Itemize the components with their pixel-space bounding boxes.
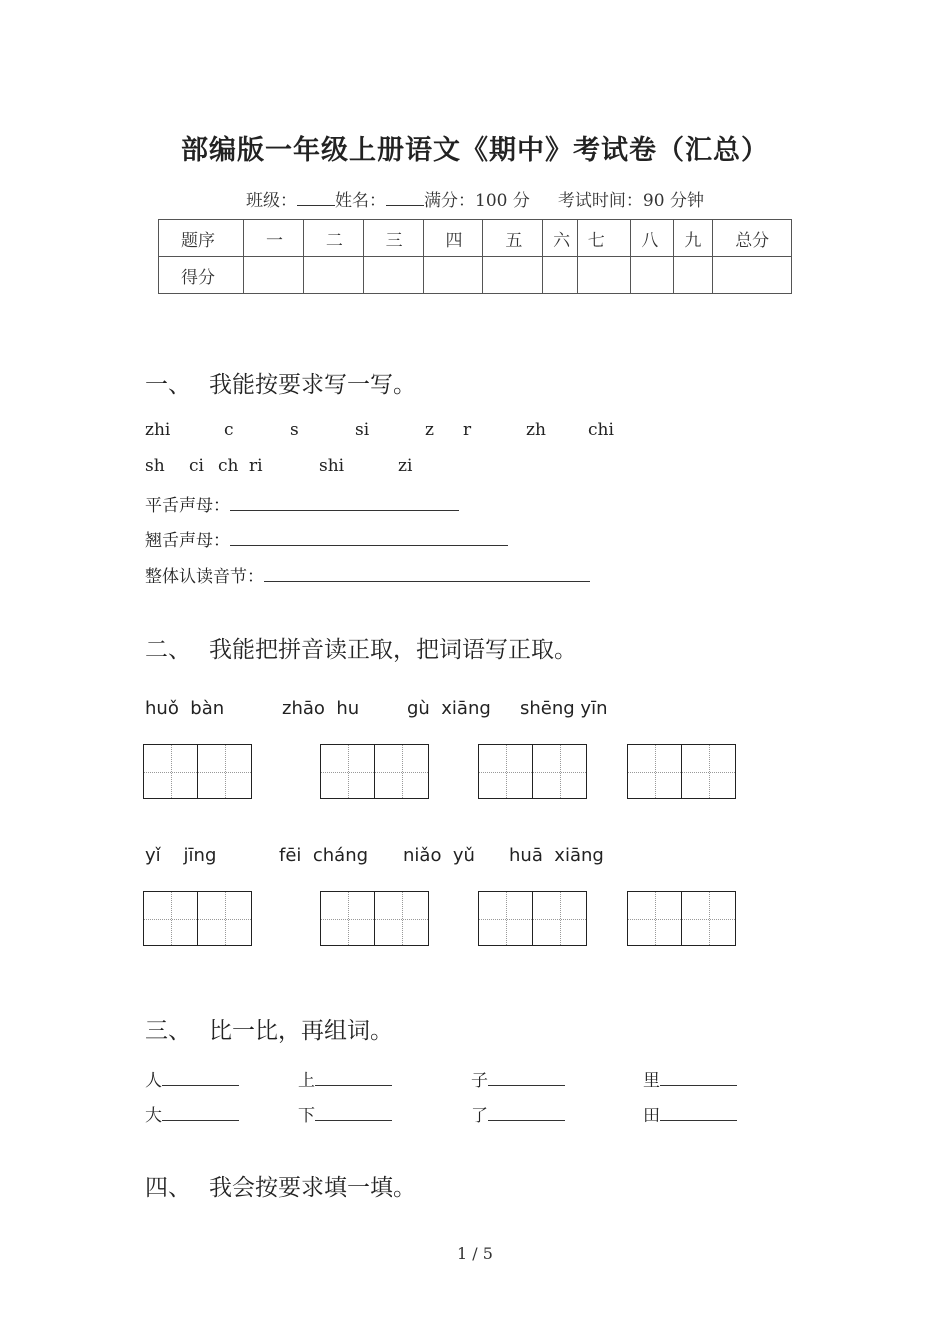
section-title: 我能按要求写一写。 xyxy=(209,372,416,398)
syllable: zh xyxy=(526,420,546,440)
word-blank[interactable] xyxy=(488,1106,565,1121)
syllable: sh xyxy=(145,456,165,476)
question-label: 整体认读音节： xyxy=(145,567,264,587)
pinyin-word: huǒ bàn xyxy=(145,698,225,719)
score-cell[interactable] xyxy=(303,257,363,294)
word-fill: 大 xyxy=(145,1101,239,1126)
header-cell: 九 xyxy=(674,220,713,257)
syllable: zi xyxy=(398,456,413,476)
class-blank[interactable] xyxy=(297,191,335,206)
score-table-header xyxy=(159,220,792,257)
header-cell: 题序 xyxy=(159,220,244,257)
name-label: 姓名： xyxy=(335,191,387,211)
word-blank[interactable] xyxy=(315,1071,392,1086)
word-fill: 里 xyxy=(643,1066,737,1091)
page-title: 部编版一年级上册语文《期中》考试卷（汇总） xyxy=(181,135,769,166)
answer-blank[interactable] xyxy=(264,567,590,582)
pinyin-word: huā xiāng xyxy=(509,845,604,866)
score-cell[interactable] xyxy=(713,257,792,294)
header-cell: 四 xyxy=(423,220,483,257)
section-2-heading xyxy=(145,631,577,664)
answer-blank[interactable] xyxy=(230,531,508,546)
word-blank[interactable] xyxy=(162,1071,239,1086)
word-fill: 田 xyxy=(643,1101,737,1126)
name-blank[interactable] xyxy=(386,191,424,206)
score-cell[interactable] xyxy=(543,257,578,294)
writing-grid[interactable] xyxy=(627,744,737,799)
syllable: z xyxy=(425,420,434,440)
exam-info xyxy=(0,186,950,211)
pinyin-word: gù xiāng xyxy=(407,698,491,719)
word-blank[interactable] xyxy=(488,1071,565,1086)
writing-grid[interactable] xyxy=(478,744,588,799)
score-cell[interactable] xyxy=(631,257,674,294)
pinyin-word: niǎo yǔ xyxy=(403,845,475,866)
score-table-row xyxy=(159,257,792,294)
word-blank[interactable] xyxy=(660,1071,737,1086)
writing-grid[interactable] xyxy=(478,891,588,946)
pinyin-word: fēi cháng xyxy=(279,845,369,866)
word-fill: 子 xyxy=(471,1066,565,1091)
section-1-heading xyxy=(145,366,416,399)
page-number: 1 / 5 xyxy=(457,1244,493,1263)
whole-syllable-question xyxy=(145,562,590,587)
score-cell[interactable] xyxy=(674,257,713,294)
word-fill: 了 xyxy=(471,1101,565,1126)
writing-grid[interactable] xyxy=(143,891,253,946)
header-cell: 二 xyxy=(303,220,363,257)
word-fill: 下 xyxy=(298,1101,392,1126)
section-4-heading xyxy=(145,1169,416,1202)
section-3-heading xyxy=(145,1012,393,1045)
full-score: 满分：100 分 xyxy=(424,191,530,211)
section-title: 我会按要求填一填。 xyxy=(209,1175,416,1201)
syllable: c xyxy=(224,420,234,440)
score-cell[interactable] xyxy=(577,257,631,294)
syllable: shi xyxy=(319,456,345,476)
question-label: 平舌声母： xyxy=(145,496,230,516)
writing-grid[interactable] xyxy=(627,891,737,946)
curled-tongue-question xyxy=(145,526,508,551)
writing-grid[interactable] xyxy=(320,891,430,946)
section-title: 比一比，再组词。 xyxy=(209,1018,393,1044)
word-fill: 上 xyxy=(298,1066,392,1091)
header-cell: 一 xyxy=(244,220,304,257)
syllable: ch xyxy=(218,456,239,476)
word-blank[interactable] xyxy=(660,1106,737,1121)
syllable: r xyxy=(463,420,472,440)
syllable: s xyxy=(290,420,299,440)
header-cell: 总分 xyxy=(713,220,792,257)
score-cell[interactable] xyxy=(483,257,543,294)
score-row-label: 得分 xyxy=(159,257,244,294)
section-title: 我能把拼音读正取，把词语写正取。 xyxy=(209,637,577,663)
exam-time: 考试时间：90 分钟 xyxy=(557,191,704,211)
header-cell: 六 xyxy=(543,220,578,257)
word-blank[interactable] xyxy=(162,1106,239,1121)
class-label: 班级： xyxy=(246,191,298,211)
score-cell[interactable] xyxy=(423,257,483,294)
pinyin-word: yǐ jīng xyxy=(145,845,217,866)
syllable: chi xyxy=(588,420,614,440)
pinyin-word: shēng yīn xyxy=(520,698,608,719)
score-cell[interactable] xyxy=(363,257,423,294)
writing-grid[interactable] xyxy=(143,744,253,799)
section-number: 三、 xyxy=(145,1018,191,1044)
section-number: 四、 xyxy=(145,1175,191,1201)
header-cell: 五 xyxy=(483,220,543,257)
word-fill: 人 xyxy=(145,1066,239,1091)
header-cell: 三 xyxy=(363,220,423,257)
score-cell[interactable] xyxy=(244,257,304,294)
word-blank[interactable] xyxy=(315,1106,392,1121)
section-number: 一、 xyxy=(145,372,191,398)
score-table xyxy=(158,219,792,294)
question-label: 翘舌声母： xyxy=(145,531,230,551)
syllable: ci xyxy=(189,456,204,476)
header-cell: 七 xyxy=(577,220,631,257)
flat-tongue-question xyxy=(145,491,459,516)
section-number: 二、 xyxy=(145,637,191,663)
header-cell: 八 xyxy=(631,220,674,257)
syllable: ri xyxy=(249,456,263,476)
syllable: si xyxy=(355,420,370,440)
answer-blank[interactable] xyxy=(230,496,459,511)
syllable: zhi xyxy=(145,420,171,440)
writing-grid[interactable] xyxy=(320,744,430,799)
pinyin-word: zhāo hu xyxy=(282,698,360,719)
